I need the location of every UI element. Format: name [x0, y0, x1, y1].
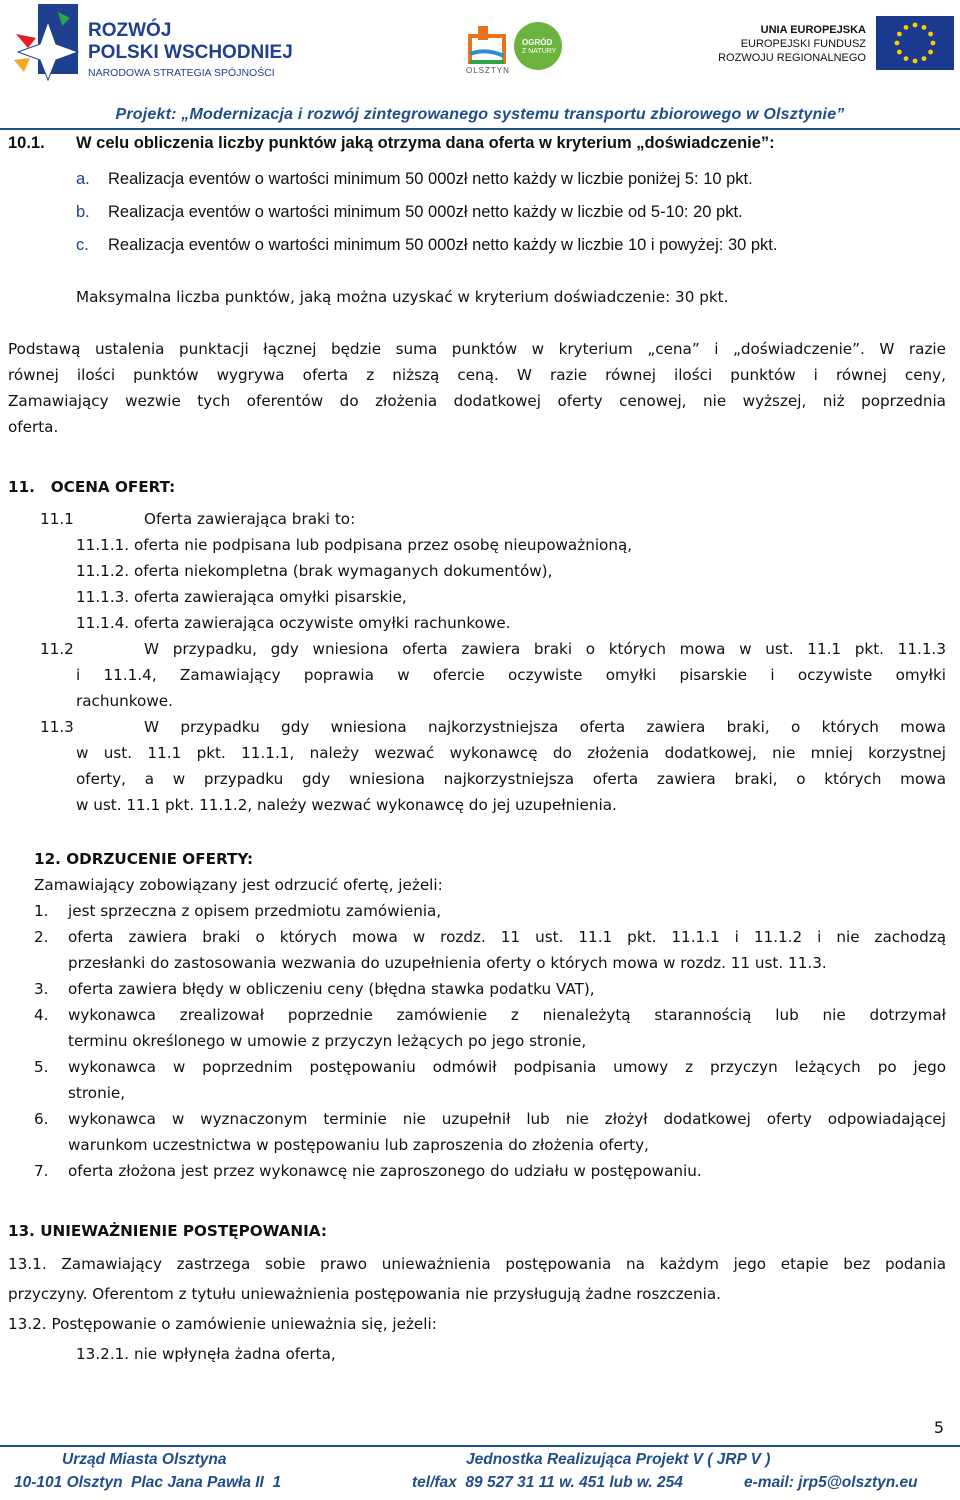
reject-item-7-text: oferta złożona jest przez wykonawcę nie zaproszonego do udziału w postępowaniu.	[68, 1162, 702, 1180]
eu-flag-icon	[876, 16, 954, 70]
reject-item-1-text: jest sprzeczna z opisem przedmiotu zamówienia,	[68, 902, 442, 920]
footer-email[interactable]: e-mail: jrp5@olsztyn.eu	[744, 1474, 918, 1491]
item-11-1-1: 11.1.1. oferta nie podpisana lub podpisana przez osobę nieupoważnioną,	[76, 536, 633, 554]
section-13-2-1: 13.2.1. nie wpłynęła żadna oferta,	[76, 1345, 336, 1363]
item-11-1-4: 11.1.4. oferta zawierająca oczywiste omyłki rachunkowe.	[76, 614, 511, 632]
item-11-3-line-2: w ust. 11.1 pkt. 11.1.1, należy wezwać wykonawcę do złożenia dodatkowej, nie mniej korzystnej	[76, 744, 946, 762]
criterion-b-label: b.	[76, 203, 90, 221]
item-11-3-line-4: w ust. 11.1 pkt. 11.1.2, należy wezwać wykonawcę do jej uzupełnienia.	[76, 796, 617, 814]
criterion-b-text: Realizacja eventów o wartości minimum 50 000zł netto każdy w liczbie od 5-10: 20 pkt.	[108, 203, 743, 221]
footer-divider	[0, 1445, 960, 1447]
criterion-a-label: a.	[76, 170, 90, 188]
reject-item-2-line-2: przesłanki do zastosowania wezwania do uzupełnienia oferty o których mowa w rozdz. 11 ust. 11.3.	[68, 954, 827, 972]
section-12-intro: Zamawiający zobowiązany jest odrzucić ofertę, jeżeli:	[34, 876, 443, 894]
item-11-2-line-2: i 11.1.4, Zamawiający poprawia w ofercie oczywiste omyłki pisarskie i oczywiste omyłki	[76, 666, 946, 684]
olsztyn-emblem-icon	[464, 18, 514, 68]
eu-line-3: ROZWOJU REGIONALNEGO	[718, 52, 866, 64]
footer-unit: Jednostka Realizująca Projekt V ( JRP V )	[466, 1451, 771, 1468]
star-emblem-icon	[8, 4, 88, 82]
eu-line-2: EUROPEJSKI FUNDUSZ	[740, 38, 866, 50]
criterion-c-label: c.	[76, 236, 89, 254]
reject-item-3-number: 3.	[34, 980, 49, 998]
page-number: 5	[933, 1418, 944, 1437]
reject-item-2-line-1: oferta zawiera braki o których mowa w rozdz. 11 ust. 11.1 pkt. 11.1.1 i 11.1.2 i nie zachodzą	[68, 928, 946, 946]
basis-line-3: Zamawiający wezwie tych oferentów do złożenia dodatkowej oferty cenowej, nie wyższej, niż poprzednia	[8, 392, 946, 410]
criterion-a-text: Realizacja eventów o wartości minimum 50 000zł netto każdy w liczbie poniżej 5: 10 pkt.	[108, 170, 753, 188]
eu-fund-logo	[718, 14, 956, 74]
reject-item-4-number: 4.	[34, 1006, 49, 1024]
item-11-3-number: 11.3	[40, 718, 74, 736]
footer-phone: tel/fax 89 527 31 11 w. 451 lub w. 254	[412, 1474, 683, 1491]
section-13-1-line-1: 13.1. Zamawiający zastrzega sobie prawo unieważnienia postępowania na każdym jego etapie bez podania	[8, 1255, 946, 1273]
footer-office: Urząd Miasta Olsztyna	[62, 1451, 227, 1468]
basis-line-4: oferta.	[8, 418, 59, 436]
olsztyn-label: OLSZTYN	[466, 66, 510, 75]
item-11-2-line-1: W przypadku, gdy wniesiona oferta zawiera braki o których mowa w ust. 11.1 pkt. 11.1.3	[144, 640, 946, 658]
reject-item-1-number: 1.	[34, 902, 49, 920]
rozwoj-polski-wschodniej-logo	[8, 4, 308, 82]
section-13-heading: 13. UNIEWAŻNIENIE POSTĘPOWANIA:	[8, 1222, 327, 1240]
reject-item-5-line-1: wykonawca w poprzednim postępowaniu odmówił podpisania umowy z przyczyn leżących po jego	[68, 1058, 946, 1076]
reject-item-7-number: 7.	[34, 1162, 49, 1180]
item-11-2-number: 11.2	[40, 640, 74, 658]
section-13-2: 13.2. Postępowanie o zamówienie unieważnia się, jeżeli:	[8, 1315, 437, 1333]
item-11-1-number: 11.1	[40, 510, 74, 528]
reject-item-5-number: 5.	[34, 1058, 49, 1076]
header-divider	[0, 128, 960, 130]
section-11-heading: 11. OCENA OFERT:	[8, 478, 176, 496]
reject-item-6-line-1: wykonawca w wyznaczonym terminie nie uzupełnił lub nie złożył dodatkowej oferty odpowiadającej	[68, 1110, 946, 1128]
reject-item-3-text: oferta zawiera błędy w obliczeniu ceny (błędna stawka podatku VAT),	[68, 980, 595, 998]
ogrod-badge-line-2: Z NATURY	[522, 48, 557, 55]
section-12-heading: 12. ODRZUCENIE OFERTY:	[34, 850, 254, 868]
section-13-1-line-2: przyczyny. Oferentom z tytułu unieważnienia postępowania nie przysługują żadne roszczenia.	[8, 1285, 721, 1303]
item-11-1-text: Oferta zawierająca braki to:	[144, 510, 356, 528]
reject-item-4-line-2: terminu określonego w umowie z przyczyn leżących po jego stronie,	[68, 1032, 587, 1050]
item-11-1-3: 11.1.3. oferta zawierająca omyłki pisarskie,	[76, 588, 407, 606]
max-points-text: Maksymalna liczba punktów, jaką można uzyskać w kryterium doświadczenie: 30 pkt.	[76, 288, 729, 306]
reject-item-2-number: 2.	[34, 928, 49, 946]
section-10-1-heading: W celu obliczenia liczby punktów jaką otrzyma dana oferta w kryterium „doświadczenie”:	[76, 134, 775, 152]
logo-line-3: NARODOWA STRATEGIA SPÓJNOŚCI	[88, 67, 275, 79]
reject-item-6-line-2: warunkom uczestnictwa w postępowaniu lub zaproszenia do złożenia oferty,	[68, 1136, 649, 1154]
item-11-1-2: 11.1.2. oferta niekompletna (brak wymaganych dokumentów),	[76, 562, 553, 580]
basis-line-1: Podstawą ustalenia punktacji łącznej będzie suma punktów w kryterium „cena” i „doświadczenie”. W razie	[8, 340, 946, 358]
logo-line-1: ROZWÓJ	[88, 20, 172, 41]
reject-item-4-line-1: wykonawca zrealizował poprzednie zamówienie z nienależytą starannością lub nie dotrzymał	[68, 1006, 946, 1024]
reject-item-5-line-2: stronie,	[68, 1084, 126, 1102]
basis-line-2: równej ilości punktów wygrywa oferta z niższą ceną. W razie równej ilości punktów i równej ceny,	[8, 366, 946, 384]
section-10-1-number: 10.1.	[8, 134, 45, 152]
logo-line-2: POLSKI WSCHODNIEJ	[88, 42, 293, 63]
item-11-3-line-3: oferty, a w przypadku gdy wniesiona najkorzystniejsza oferta zawiera braki, o których mowa	[76, 770, 946, 788]
eu-line-1: UNIA EUROPEJSKA	[760, 24, 866, 36]
project-title: Projekt: „Modernizacja i rozwój zintegrowanego systemu transportu zbiorowego w Olsztynie”	[115, 106, 845, 123]
olsztyn-logo	[462, 16, 572, 78]
reject-item-6-number: 6.	[34, 1110, 49, 1128]
footer-address: 10-101 Olsztyn Plac Jana Pawła II 1	[14, 1474, 282, 1491]
criterion-c-text: Realizacja eventów o wartości minimum 50 000zł netto każdy w liczbie 10 i powyżej: 30 pkt.	[108, 236, 778, 254]
item-11-3-line-1: W przypadku gdy wniesiona najkorzystniejsza oferta zawiera braki, o których mowa	[144, 718, 946, 736]
item-11-2-line-3: rachunkowe.	[76, 692, 173, 710]
ogrod-badge-line-1: OGRÓD	[522, 38, 553, 47]
